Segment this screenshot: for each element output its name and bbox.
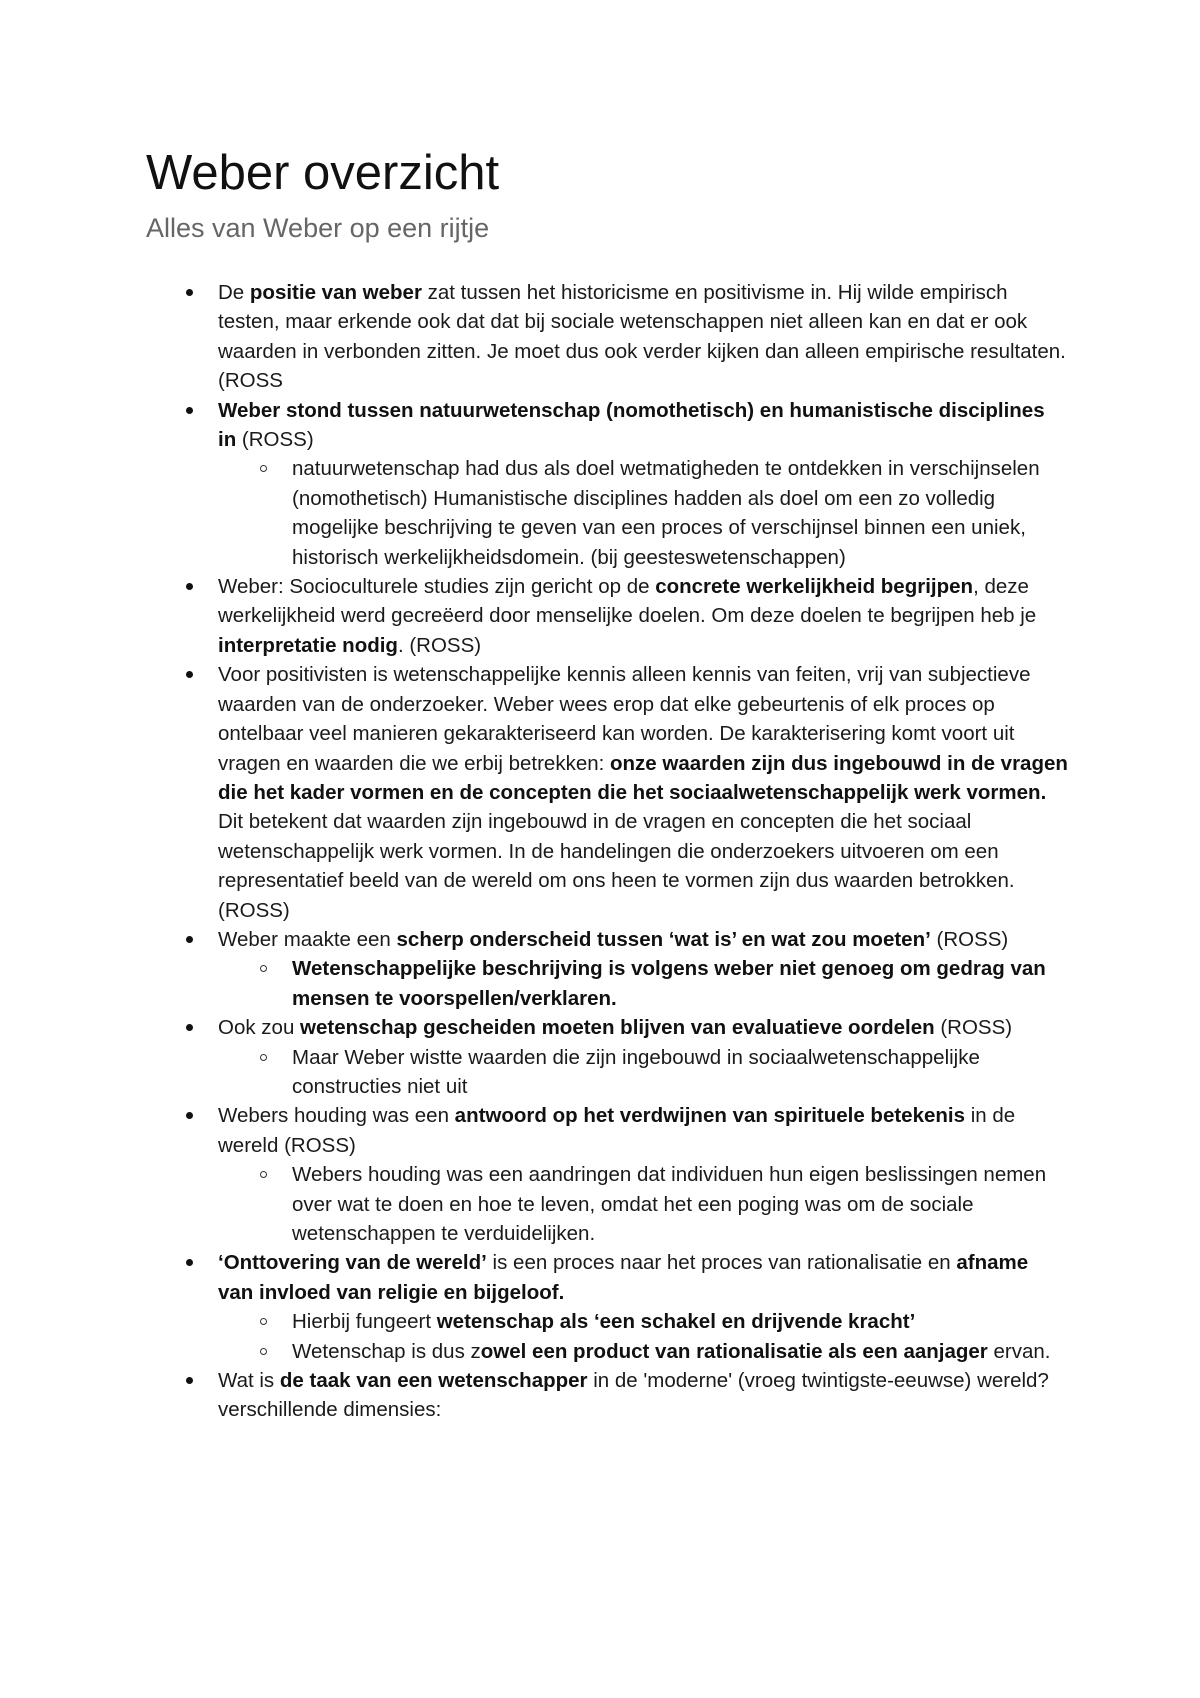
- document-title: Weber overzicht: [146, 146, 500, 200]
- sub-bullet-list: [218, 1307, 1068, 1366]
- bold-text: Wetenschappelijke beschrijving is volgens weber niet genoeg om gedrag van mensen te voorspellen/verklaren.: [292, 957, 1046, 1010]
- text-run: Wetenschap is dus z: [292, 1339, 481, 1363]
- sub-bullet-item: [292, 1043, 1068, 1102]
- text-run: zat tussen het historicisme en positivisme in. Hij wilde empirisch testen, maar erkende ook dat dat bij sociale wetenschappen niet alleen kan en dat er ook waarden in verbonden zitten. Je moet dus ook verder kijken dan alleen empirische resultaten. (ROSS: [218, 281, 1066, 393]
- bold-text: scherp onderscheid tussen ‘wat is’ en wat zou moeten’: [396, 927, 931, 951]
- bold-text: positie van weber: [249, 281, 422, 304]
- bullet-item: [218, 278, 1068, 396]
- sub-bullet-list: [218, 454, 1068, 572]
- bullet-text: [218, 1013, 1068, 1042]
- bullet-item: [218, 1366, 1068, 1425]
- text-run: (ROSS): [236, 428, 314, 452]
- text-run: natuurwetenschap had dus als doel wetmatigheden te ontdekken in verschijnselen (nomothetisch) Humanistische disciplines hadden als doel om een zo volledig mogelijke beschrijving te geven van een proces of verschijnsel binnen een uniek, historisch werkelijkheidsdomein. (bij geesteswetenschappen): [292, 457, 1040, 569]
- text-run: Voor positivisten is wetenschappelijke kennis alleen kennis van feiten, vrij van subjectieve waarden van de onderzoeker. Weber wees erop dat elke gebeurtenis of elk proces op ontelbaar veel manieren gekarakteriseerd kan worden. De karakterisering komt voort uit vragen en waarden die we erbij betrekken:: [218, 663, 1031, 775]
- text-run: Ook zou: [218, 1016, 301, 1040]
- text-run: Weber maakte een: [218, 927, 397, 951]
- sub-bullet-item: [292, 1160, 1068, 1248]
- bold-text: Weber stond tussen natuurwetenschap (nomothetisch) en humanistische disciplines in: [218, 398, 1045, 452]
- notes-content: [218, 278, 1068, 1425]
- bullet-item: [218, 572, 1068, 660]
- bold-text: wetenschap als ‘een schakel en drijvende kracht’: [436, 1310, 916, 1334]
- sub-bullet-item: [292, 1337, 1068, 1366]
- text-run: Maar Weber wistte waarden die zijn ingebouwd in sociaalwetenschappelijke constructies niet uit: [292, 1045, 980, 1098]
- bullet-item: [218, 925, 1068, 1013]
- text-run: Webers houding was een: [218, 1104, 455, 1128]
- text-run: Hierbij fungeert: [292, 1310, 437, 1334]
- bullet-text: [218, 925, 1068, 954]
- text-run: in de 'moderne' (vroeg twintigste-eeuwse) wereld? verschillende dimensies:: [218, 1369, 1049, 1422]
- bullet-item: [218, 396, 1068, 572]
- text-run: De: [218, 281, 250, 304]
- bold-text: de taak van een wetenschapper: [279, 1369, 588, 1393]
- document-subtitle: Alles van Weber op een rijtje: [146, 213, 490, 243]
- text-run: Dit betekent dat waarden zijn ingebouwd in de vragen en concepten die het sociaal wetenschappelijk werk vormen. In de handelingen die onderzoekers uitvoeren om een representatief beeld van de wereld om ons heen te vormen zijn dus waarden betrokken. (ROSS): [218, 810, 1015, 922]
- bold-text: afname van invloed van religie en bijgeloof.: [218, 1251, 1029, 1304]
- bullet-item: [218, 1248, 1068, 1366]
- text-run: Weber: Socioculturele studies zijn gericht op de: [218, 575, 656, 599]
- bullet-text: [218, 1248, 1068, 1307]
- text-run: . (ROSS): [397, 633, 482, 657]
- bullet-item: [218, 1013, 1068, 1101]
- bold-text: interpretatie nodig: [218, 633, 398, 657]
- text-run: , deze werkelijkheid werd gecreëerd door menselijke doelen. Om deze doelen te begrijpen heb je: [218, 575, 1037, 628]
- text-run: (ROSS): [934, 1016, 1013, 1040]
- bullet-text: [218, 572, 1068, 660]
- bullet-item: [218, 660, 1068, 925]
- bold-text: antwoord op het verdwijnen van spirituele betekenis: [454, 1104, 965, 1128]
- text-run: ervan.: [987, 1339, 1051, 1363]
- text-run: Wat is: [218, 1369, 280, 1393]
- sub-bullet-item: [292, 454, 1068, 572]
- bold-text: onze waarden zijn dus ingebouwd in de vragen die het kader vormen en de concepten die het sociaalwetenschappelijk werk vormen.: [218, 751, 1068, 804]
- bullet-text: [218, 278, 1068, 396]
- bold-text: concrete werkelijkheid begrijpen: [655, 575, 974, 599]
- text-run: in de wereld (ROSS): [218, 1104, 1016, 1157]
- bullet-text: [218, 1101, 1068, 1160]
- bullet-text: [218, 1366, 1068, 1425]
- bold-text: owel een product van rationalisatie als een aanjager: [480, 1339, 988, 1363]
- text-run: is een proces naar het proces van rationalisatie en: [486, 1251, 957, 1275]
- bullet-text: [218, 396, 1068, 455]
- text-run: (ROSS): [930, 927, 1009, 951]
- bullet-item: [218, 1101, 1068, 1248]
- sub-bullet-list: [218, 1160, 1068, 1248]
- bold-text: wetenschap gescheiden moeten blijven van evaluatieve oordelen: [300, 1016, 935, 1040]
- sub-bullet-item: [292, 1307, 1068, 1336]
- bullet-list: [218, 278, 1068, 1425]
- bullet-text: [218, 660, 1068, 925]
- bold-text: ‘Onttovering van de wereld’: [218, 1251, 487, 1275]
- sub-bullet-list: [218, 1043, 1068, 1102]
- sub-bullet-list: [218, 954, 1068, 1013]
- text-run: Webers houding was een aandringen dat individuen hun eigen beslissingen nemen over wat te doen en hoe te leven, omdat het een poging was om de sociale wetenschappen te verduidelijken.: [292, 1163, 1047, 1245]
- sub-bullet-item: [292, 954, 1068, 1013]
